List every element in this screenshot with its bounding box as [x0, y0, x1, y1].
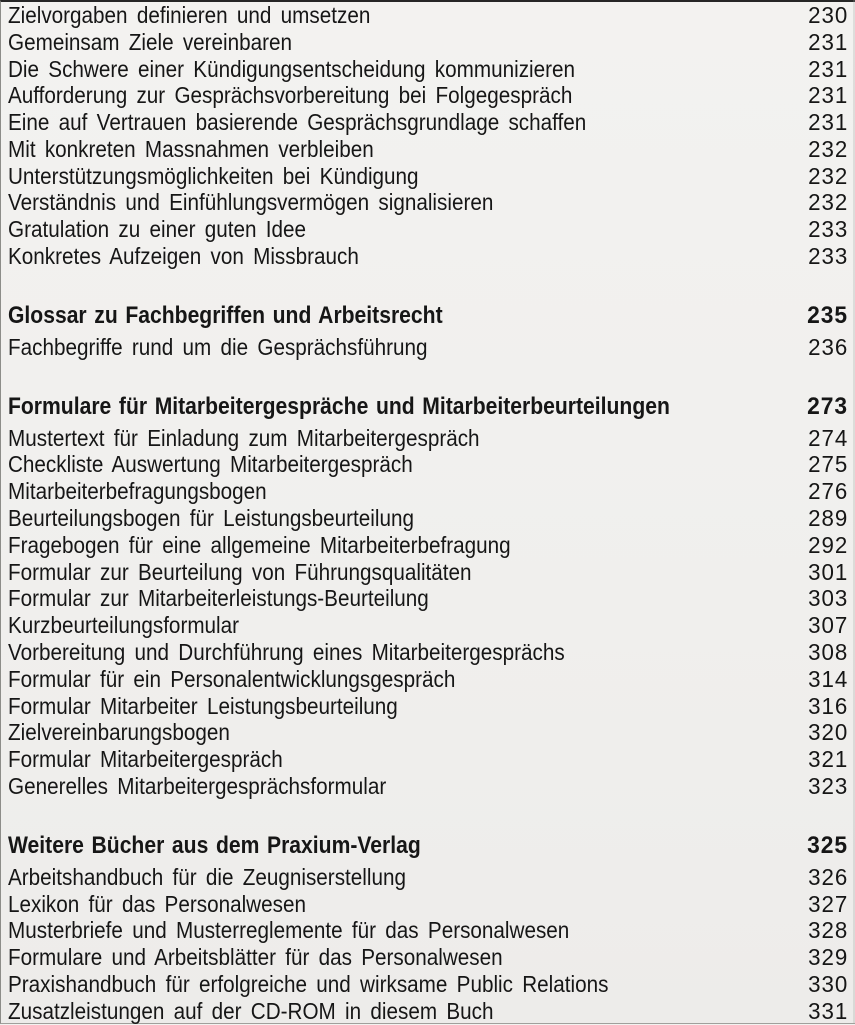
toc-entry-page-number: 289 [807, 505, 848, 532]
toc-heading-page-number: 273 [807, 393, 848, 421]
toc-entry-page-number: 327 [807, 890, 848, 917]
toc-list [8, 2, 848, 1025]
toc-entry-title: Checkliste Auswertung Mitarbeitergespräch [8, 451, 413, 478]
toc-entry-page-number: 328 [807, 917, 848, 944]
toc-row [8, 998, 848, 1025]
toc-row [8, 559, 848, 586]
toc-row [8, 639, 848, 666]
toc-row [8, 918, 848, 945]
toc-heading-title: Glossar zu Fachbegriffen und Arbeitsrecht [8, 302, 443, 330]
toc-entry-page-number: 231 [807, 55, 848, 82]
toc-entry-title: Fragebogen für eine allgemeine Mitarbeiterbefragung [8, 531, 511, 558]
toc-entry-page-number: 232 [807, 162, 848, 189]
toc-entry-page-number: 231 [807, 28, 848, 55]
toc-entry-title: Verständnis und Einfühlungsvermögen signalisieren [8, 189, 494, 216]
toc-entry-page-number: 330 [807, 971, 848, 998]
toc-entry-title: Musterbriefe und Musterreglemente für das Personalwesen [8, 917, 570, 944]
toc-row [8, 586, 848, 613]
toc-row [8, 2, 848, 29]
toc-entry-title: Beurteilungsbogen für Leistungsbeurteilung [8, 505, 414, 532]
toc-entry-page-number: 230 [807, 1, 848, 28]
toc-entry-page-number: 320 [807, 719, 848, 746]
toc-row [8, 425, 848, 452]
toc-entry-title: Mit konkreten Massnahmen verbleiben [8, 135, 374, 162]
toc-entry-page-number: 316 [807, 692, 848, 719]
toc-heading-title: Formulare für Mitarbeitergespräche und Mitarbeiterbeurteilungen [8, 393, 670, 421]
toc-entry-title: Mustertext für Einladung zum Mitarbeitergespräch [8, 424, 480, 451]
toc-row [8, 478, 848, 505]
toc-heading-row [8, 299, 848, 334]
toc-entry-title: Generelles Mitarbeitergesprächsformular [8, 773, 387, 800]
toc-heading-row [8, 390, 848, 425]
toc-entry-page-number: 231 [807, 109, 848, 136]
toc-entry-title: Die Schwere einer Kündigungsentscheidung kommunizieren [8, 55, 576, 82]
toc-entry-title: Formular für ein Personalentwicklungsgespräch [8, 665, 456, 692]
toc-entry-page-number: 275 [807, 451, 848, 478]
toc-row [8, 190, 848, 217]
toc-entry-page-number: 231 [807, 82, 848, 109]
toc-row [8, 746, 848, 773]
toc-entry-title: Konkretes Aufzeigen von Missbrauch [8, 243, 359, 270]
toc-row [8, 720, 848, 747]
toc-entry-title: Formular Mitarbeiter Leistungsbeurteilung [8, 692, 398, 719]
toc-entry-title: Formular zur Mitarbeiterleistungs-Beurteilung [8, 585, 429, 612]
toc-entry-title: Arbeitshandbuch für die Zeugniserstellung [8, 863, 406, 890]
toc-row [8, 971, 848, 998]
toc-heading-title: Weitere Bücher aus dem Praxium-Verlag [8, 832, 421, 860]
toc-entry-title: Zusatzleistungen auf der CD-ROM in diesem Buch [8, 997, 494, 1024]
toc-entry-title: Zielvorgaben definieren und umsetzen [8, 1, 371, 28]
toc-entry-page-number: 276 [807, 478, 848, 505]
toc-entry-title: Kurzbeurteilungsformular [8, 612, 240, 639]
toc-row [8, 243, 848, 270]
toc-row [8, 29, 848, 56]
toc-row [8, 666, 848, 693]
toc-entry-page-number: 326 [807, 863, 848, 890]
toc-row [8, 82, 848, 109]
toc-entry-page-number: 233 [807, 243, 848, 270]
toc-entry-title: Formulare und Arbeitsblätter für das Personalwesen [8, 944, 503, 971]
toc-row [8, 216, 848, 243]
toc-entry-page-number: 232 [807, 135, 848, 162]
toc-page [1, 2, 855, 1023]
toc-entry-page-number: 301 [807, 558, 848, 585]
toc-row [8, 109, 848, 136]
toc-entry-title: Gemeinsam Ziele vereinbaren [8, 28, 293, 55]
toc-row [8, 505, 848, 532]
toc-row [8, 56, 848, 83]
toc-entry-title: Lexikon für das Personalwesen [8, 890, 306, 917]
toc-entry-title: Zielvereinbarungsbogen [8, 719, 230, 746]
toc-entry-page-number: 314 [807, 665, 848, 692]
toc-entry-page-number: 321 [807, 746, 848, 773]
toc-row [8, 693, 848, 720]
toc-row [8, 163, 848, 190]
toc-entry-title: Gratulation zu einer guten Idee [8, 216, 307, 243]
toc-entry-page-number: 329 [807, 944, 848, 971]
toc-entry-page-number: 331 [807, 997, 848, 1024]
toc-entry-title: Vorbereitung und Durchführung eines Mitarbeitergesprächs [8, 639, 565, 666]
toc-heading-page-number: 235 [807, 302, 848, 330]
toc-row [8, 532, 848, 559]
toc-entry-page-number: 323 [807, 773, 848, 800]
toc-row [8, 864, 848, 891]
toc-entry-page-number: 232 [807, 189, 848, 216]
toc-row [8, 452, 848, 479]
toc-entry-title: Eine auf Vertrauen basierende Gesprächsgrundlage schaffen [8, 109, 587, 136]
toc-entry-title: Fachbegriffe rund um die Gesprächsführung [8, 333, 428, 360]
toc-entry-page-number: 307 [807, 612, 848, 639]
toc-entry-page-number: 236 [807, 333, 848, 360]
toc-entry-title: Formular Mitarbeitergespräch [8, 746, 283, 773]
toc-row [8, 334, 848, 361]
toc-row [8, 944, 848, 971]
toc-heading-row [8, 829, 848, 864]
toc-entry-page-number: 233 [807, 216, 848, 243]
toc-entry-title: Formular zur Beurteilung von Führungsqualitäten [8, 558, 472, 585]
toc-entry-title: Praxishandbuch für erfolgreiche und wirksame Public Relations [8, 971, 609, 998]
toc-heading-page-number: 325 [807, 832, 848, 860]
toc-entry-title: Mitarbeiterbefragungsbogen [8, 478, 267, 505]
toc-entry-page-number: 308 [807, 639, 848, 666]
toc-row [8, 136, 848, 163]
toc-entry-title: Unterstützungsmöglichkeiten bei Kündigung [8, 162, 419, 189]
toc-entry-page-number: 292 [807, 531, 848, 558]
toc-row [8, 612, 848, 639]
toc-row [8, 773, 848, 800]
toc-row [8, 891, 848, 918]
toc-entry-page-number: 303 [807, 585, 848, 612]
toc-entry-page-number: 274 [807, 424, 848, 451]
toc-entry-title: Aufforderung zur Gesprächsvorbereitung bei Folgegespräch [8, 82, 573, 109]
